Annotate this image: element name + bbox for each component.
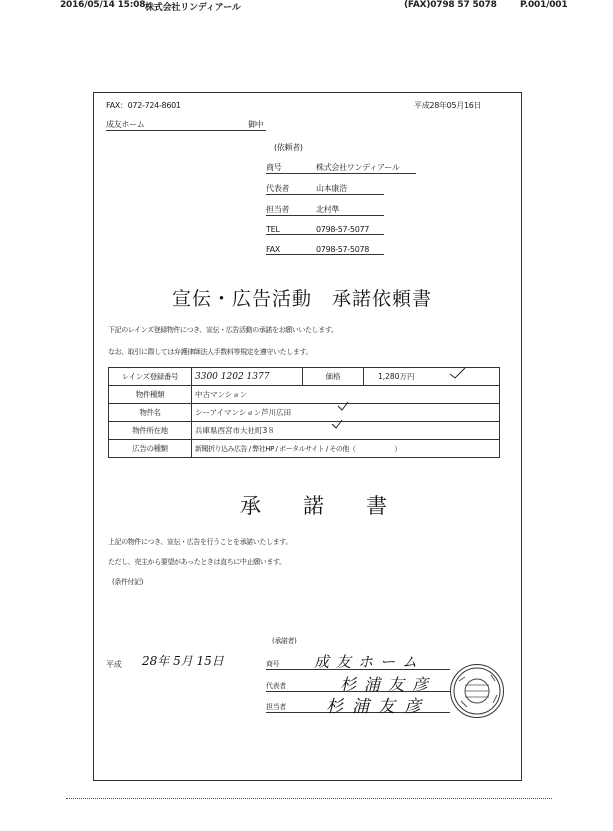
consenter-row-label: 担当者 [266, 703, 286, 711]
intro-text: なお、取引に際しては弁護律師法人手数料等規定を遵守いたします。 [108, 348, 313, 356]
table-cell-label: 物件名 [109, 404, 192, 422]
requester-row [266, 162, 416, 174]
requester-row [266, 245, 384, 255]
consent-title: 承 諾 書 [240, 494, 387, 518]
requester-row-label: TEL [266, 225, 280, 234]
bottom-dotted-line [66, 798, 552, 799]
consent-conditions: (条件付記) [112, 578, 144, 586]
table-cell-label: 価格 [303, 368, 364, 386]
requester-label: (依頼者) [274, 143, 303, 152]
seal-icon [451, 665, 503, 717]
requester-row-value: 0798-57-5077 [316, 225, 370, 234]
recipient-line [106, 119, 266, 131]
consenter-row [266, 697, 450, 717]
recipient-suffix: 御中 [248, 120, 264, 129]
requester-row [266, 225, 384, 235]
document-title: 宣伝・広告活動 承諾依頼書 [172, 288, 433, 310]
table-cell-value: シーアイマンション芦川広田 [192, 404, 500, 422]
table-cell-label: レインズ登録番号 [109, 368, 192, 386]
requester-row-label: FAX [266, 245, 280, 254]
fax-page-number: P.001/001 [520, 0, 568, 10]
consent-text: 上記の物件につき、宣伝・広告を行うことを承諾いたします。 [108, 538, 292, 546]
fax-sender: 株式会社リンディアール [145, 3, 241, 13]
consent-text: ただし、売主から要望があったときは直ちに中止願います。 [108, 558, 286, 566]
consenter-row-value: 成友ホーム [314, 653, 425, 671]
table-cell-label: 物件種類 [109, 386, 192, 404]
consent-date-era: 平成 [106, 660, 122, 669]
consenter-row [266, 653, 450, 671]
fax-datetime: 2016/05/14 15:08 [60, 0, 146, 10]
consenter-row-value: 杉浦友彦 [340, 675, 437, 694]
fax-to: FAX：072-724-8601 [106, 101, 181, 110]
requester-row-label: 代表者 [266, 184, 290, 193]
requester-row-label: 商号 [266, 163, 282, 172]
document-date: 平成28年05月16日 [414, 101, 482, 110]
table-cell-label: 物件所在地 [109, 422, 192, 440]
table-cell-value: 兵庫県西宮市大社町3８ [192, 422, 500, 440]
requester-row-value: 山本康浩 [316, 184, 347, 193]
requester-row [266, 183, 384, 195]
fax-number: (FAX)0798 57 5078 [404, 0, 497, 10]
consenter-row-value: 杉浦友彦 [326, 697, 430, 717]
requester-row-value: 北村準 [316, 205, 340, 214]
consenter-label: (承諾者) [272, 637, 297, 645]
recipient-name: 成友ホーム [106, 120, 145, 129]
company-seal [450, 664, 504, 718]
table-cell-value: 中古マンション [192, 386, 500, 404]
reins-number: 3300 1202 1377 [195, 371, 270, 382]
requester-row-value: 0798-57-5078 [316, 245, 370, 254]
requester-row [266, 204, 384, 216]
table-cell-label: 広告の種類 [109, 440, 192, 458]
requester-row-value: 株式会社ワンディアール [316, 163, 400, 172]
table-cell-value: 新聞折り込み広告 / 弊社HP / ポータルサイト / その他（ ） [192, 440, 500, 458]
table-cell-value: 1,280万円 [364, 368, 500, 386]
table-cell-value [192, 368, 303, 386]
check-marks [330, 366, 490, 446]
consent-date: 28年 5月 15日 [142, 654, 224, 668]
consenter-row [266, 675, 450, 694]
requester-row-label: 担当者 [266, 205, 290, 214]
consenter-row-label: 商号 [266, 660, 280, 668]
intro-text: 下記のレインズ登録物件につき、宣伝・広告活動の承諾をお願いいたします。 [108, 326, 338, 334]
consenter-row-label: 代表者 [266, 682, 286, 690]
